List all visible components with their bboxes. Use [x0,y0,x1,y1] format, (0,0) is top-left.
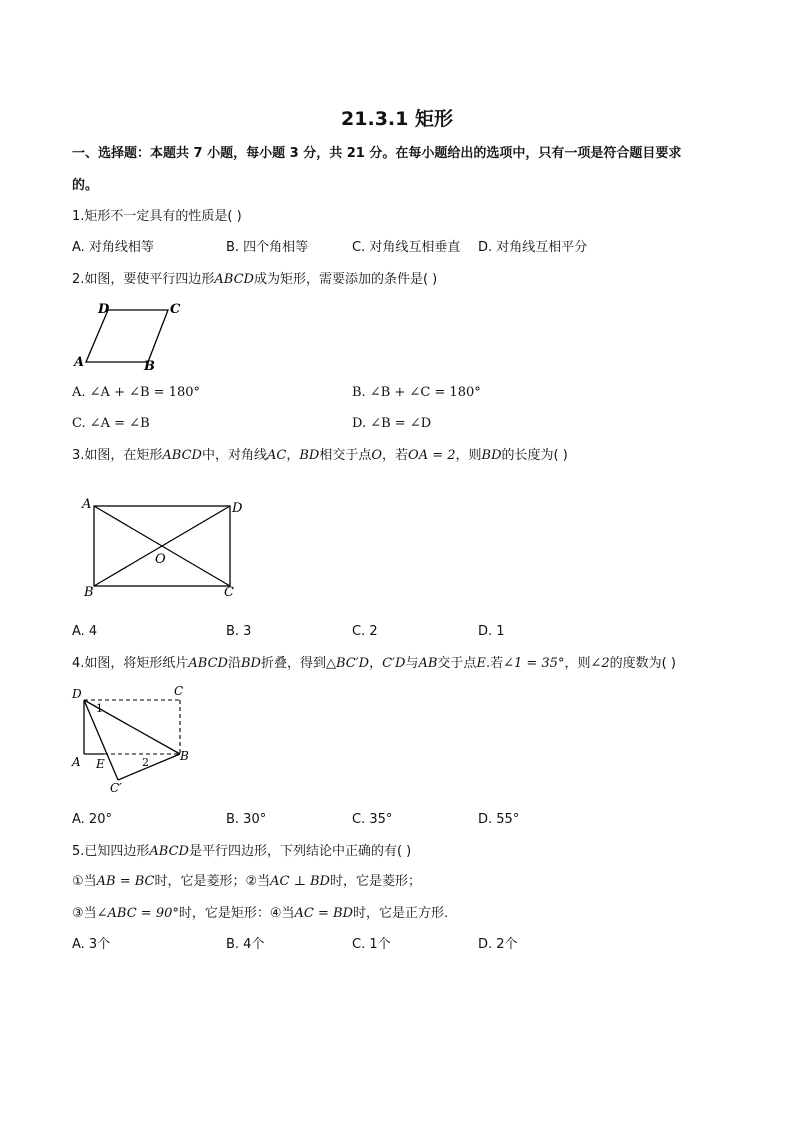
q5-option-c: C. 1个 [352,937,391,952]
q3-stem-pre: 3.如图，在矩形 [72,448,163,463]
q5-var: AC = BD [294,906,354,921]
section-instruction-line2: 的。 [72,178,99,193]
q5-text: ①当 [72,874,97,889]
q1-option-d: D. 对角线互相平分 [478,240,588,255]
q4-stem-text: 与 [405,656,419,671]
q4-stem-text: ， [369,656,383,671]
q4-stem-var: ∠2 [590,656,610,671]
q1-option-b: B. 四个角相等 [226,240,309,255]
q1-option-c: C. 对角线互相垂直 [352,240,461,255]
q4-label-e: E [96,757,105,771]
q4-stem-var: E [476,656,486,671]
q3-stem-text: ，若 [382,448,409,463]
q2-stem-post: 成为矩形，需要添加的条件是( ) [253,272,438,287]
q2-label-c: C [170,302,181,317]
q4-label-a: A [72,755,81,769]
q5-text: 时，它是矩形：④当 [178,906,295,921]
q5-option-d: D. 2个 [478,937,518,952]
q4-angle-2-label: 2 [142,756,149,769]
q3-stem-var: BD [299,448,320,463]
q5-stem-post: 是平行四边形，下列结论中正确的有( ) [188,844,412,859]
q4-stem-var: AB [418,656,438,671]
q3-option-b: B. 3 [226,624,252,639]
q5-option-b: B. 4个 [226,937,265,952]
q3-stem-var: BD [481,448,502,463]
q2-label-a: A [74,355,85,370]
q4-option-c: C. 35° [352,812,393,827]
q2-option-c: C. ∠A = ∠B [72,416,150,431]
q4-option-d: D. 55° [478,812,520,827]
q4-stem-text: 沿 [227,656,241,671]
q5-var: AB = BC [96,874,155,889]
q5-statement-line2 [72,905,448,923]
q5-text: 时，它是菱形； [329,874,421,889]
q2-label-d: D [98,302,110,317]
q5-var: ∠ABC = 90° [96,906,179,921]
q4-label-c: C [174,684,184,698]
q4-angle-1-label: 1 [96,702,103,715]
q3-stem [72,447,568,465]
q5-text: ③当 [72,906,97,921]
q3-label-c: C [224,585,234,600]
q4-option-a: A. 20° [72,812,112,827]
q3-label-b: B [84,585,94,600]
q4-stem [72,655,676,673]
q3-stem-text: ，则 [455,448,482,463]
section-instruction-line1: 一、选择题：本题共 7 小题，每小题 3 分，共 21 分。在每小题给出的选项中，只有一项是符合题目要求 [72,146,682,161]
q3-rectangle-figure [78,494,248,602]
q3-stem-text: 相交于点 [319,448,372,463]
q3-label-a: A [82,497,92,512]
q5-stem-pre: 5.已知四边形 [72,844,150,859]
q3-stem-var: ABCD [162,448,202,463]
q3-stem-var: OA = 2 [408,448,456,463]
q3-stem-text: 中，对角线 [201,448,267,463]
q4-stem-var: ∠1 = 35° [503,656,565,671]
q4-stem-var: BD [240,656,261,671]
q3-stem-var: O [371,448,383,463]
q2-stem-pre: 2.如图，要使平行四边形 [72,272,215,287]
q3-stem-post: 的长度为( ) [501,448,568,463]
q5-stem-var: ABCD [149,844,189,859]
q2-option-d: D. ∠B = ∠D [352,416,432,431]
q4-stem-text: 折叠，得到 [260,656,326,671]
q3-option-d: D. 1 [478,624,505,639]
q5-statement-line1 [72,873,421,891]
q2-label-b: B [144,359,155,374]
q2-parallelogram-figure [70,298,190,374]
q3-stem-text: ， [286,448,300,463]
q4-folded-rectangle-figure [66,682,206,798]
q4-label-c-prime: C′ [110,781,122,795]
q4-stem-var: △BC′D [325,656,370,671]
q4-label-b: B [180,749,189,763]
q5-option-a: A. 3个 [72,937,111,952]
q5-text: 时，它是菱形；②当 [154,874,271,889]
q4-stem-text: 交于点 [437,656,477,671]
q1-stem: 1.矩形不一定具有的性质是( ) [72,209,242,224]
q4-stem-var: C′D [382,656,406,671]
q2-stem-var: ABCD [214,272,254,287]
q4-stem-pre: 4.如图，将矩形纸片 [72,656,189,671]
q2-option-b: B. ∠B + ∠C = 180° [352,385,481,400]
q3-stem-var: AC [266,448,287,463]
q4-label-d: D [72,687,82,701]
q4-stem-text: ，则 [564,656,591,671]
q3-label-d: D [232,501,243,516]
q1-option-a: A. 对角线相等 [72,240,154,255]
q4-stem-var: ABCD [188,656,228,671]
q2-option-a: A. ∠A + ∠B = 180° [72,385,201,400]
page-title: 21.3.1 矩形 [341,108,453,130]
q5-var: AC ⊥ BD [270,874,330,889]
q3-option-c: C. 2 [352,624,378,639]
q4-stem-post: 的度数为( ) [609,656,676,671]
q4-option-b: B. 30° [226,812,267,827]
q4-stem-text: .若 [485,656,504,671]
q5-stem [72,843,411,861]
q3-option-a: A. 4 [72,624,98,639]
q3-label-o: O [155,552,166,567]
q5-text: 时，它是正方形. [353,906,449,921]
q2-stem [72,271,437,289]
